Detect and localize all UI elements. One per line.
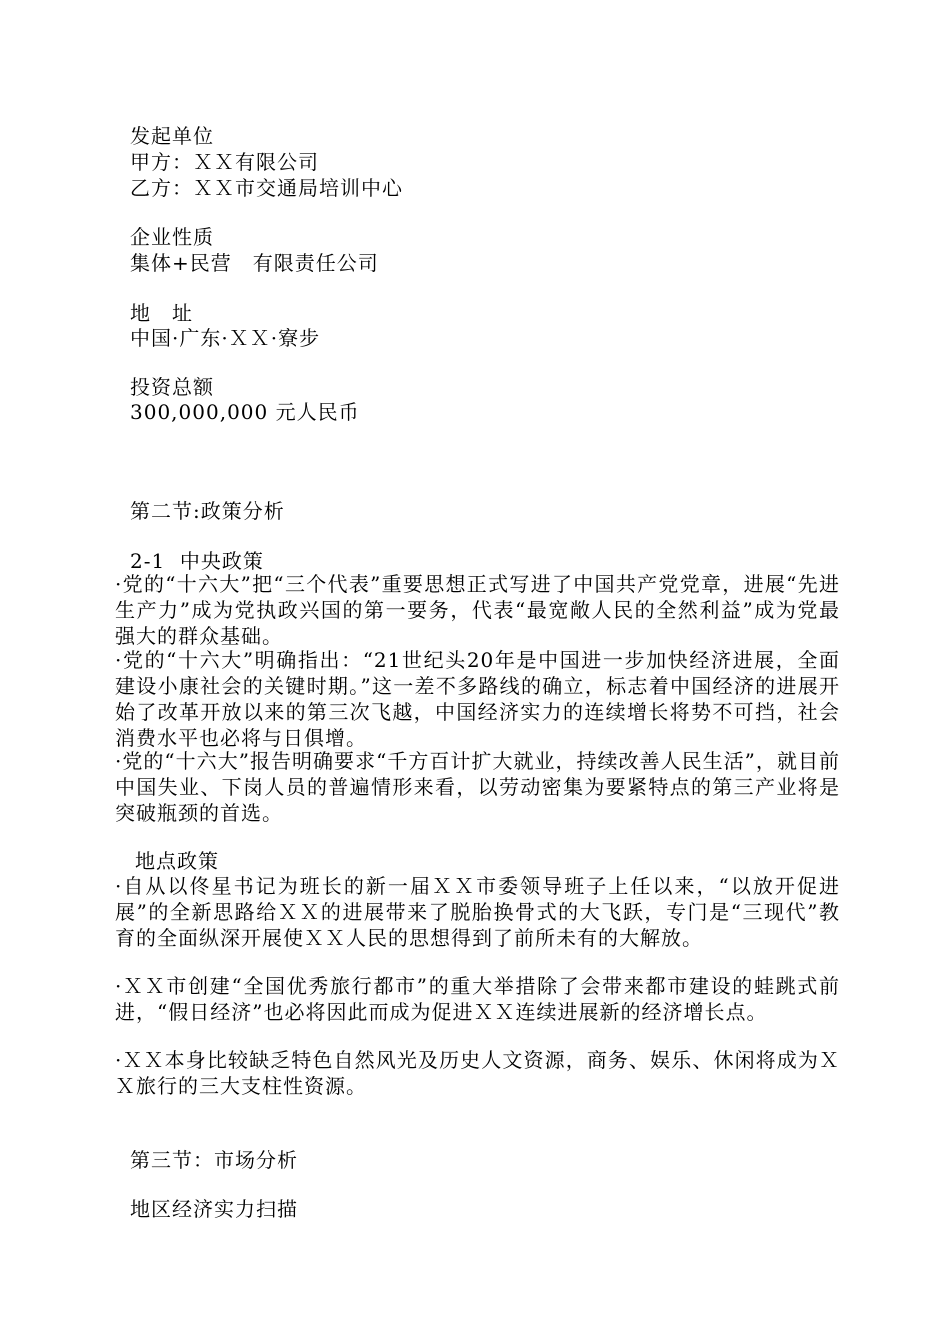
party-a: 甲方：ＸＸ有限公司: [130, 150, 319, 174]
central-policy-paragraph: ·党的“十六大”报告明确要求“千方百计扩大就业，持续改善人民生活”，就目前中国失业、下岗人员的普遍情形来看，以劳动密集为要紧特点的第三产业将是突破瓶颈的首选。: [115, 749, 840, 825]
nature-heading: 企业性质: [130, 225, 214, 249]
address-heading: 地 址: [130, 301, 193, 325]
party-b: 乙方：ＸＸ市交通局培训中心: [130, 176, 403, 200]
local-policy-paragraph: ·ＸＸ市创建“全国优秀旅行都市”的重大举措除了会带来都市建设的蛙跳式前进，“假日经济”也必将因此而成为促进ＸＸ连续进展新的经济增长点。: [115, 974, 840, 1024]
central-policy-paragraph: ·党的“十六大”明确指出：“21世纪头20年是中国进一步加快经济进展，全面建设小康社会的关键时期。”这一差不多路线的确立，标志着中国经济的进展开始了改革开放以来的第三次飞越，中国经济实力的连续增长将势不可挡，社会消费水平也必将与日俱增。: [115, 648, 840, 750]
investment-value: 300,000,000 元人民币: [130, 400, 360, 424]
central-policy-title: 2-1 中央政策: [130, 549, 264, 573]
address-value: 中国·广东·ＸＸ·寮步: [130, 326, 321, 350]
section3-subtitle: 地区经济实力扫描: [130, 1197, 298, 1221]
section3-title: 第三节：市场分析: [130, 1148, 298, 1172]
local-policy-paragraph: ·自从以佟星书记为班长的新一届ＸＸ市委领导班子上任以来，“以放开促进展”的全新思路给ＸＸ的进展带来了脱胎换骨式的大飞跃，专门是“三现代”教育的全面纵深开展使ＸＸ人民的思想得到了前所未有的大解放。: [115, 874, 840, 950]
section2-title: 第二节:政策分析: [130, 499, 285, 523]
local-policy-paragraph: ·ＸＸ本身比较缺乏特色自然风光及历史人文资源，商务、娱乐、休闲将成为ＸＸ旅行的三大支柱性资源。: [115, 1048, 840, 1098]
investment-heading: 投资总额: [130, 375, 214, 399]
central-policy-paragraph: ·党的“十六大”把“三个代表”重要思想正式写进了中国共产党党章，进展“先进生产力”成为党执政兴国的第一要务，代表“最宽敞人民的全然利益”成为党最强大的群众基础。: [115, 572, 840, 648]
local-policy-title: 地点政策: [135, 849, 219, 873]
nature-value: 集体+民营 有限责任公司: [130, 251, 379, 275]
sponsor-heading: 发起单位: [130, 124, 214, 148]
